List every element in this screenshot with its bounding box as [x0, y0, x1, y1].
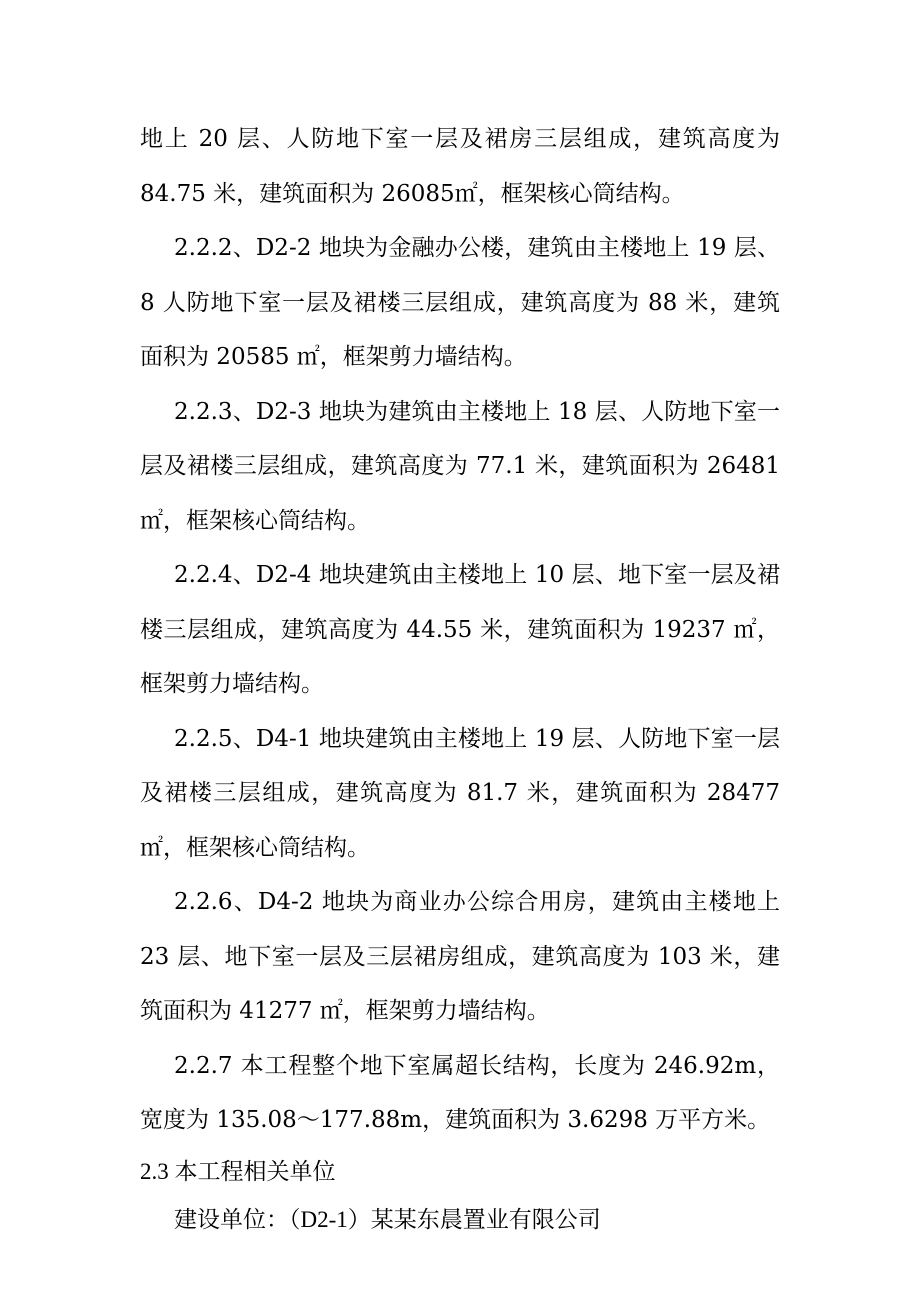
paragraph-2-2-6: 2.2.6、D4-2 地块为商业办公综合用房，建筑由主楼地上 23 层、地下室一层及三层裙房组成，建筑高度为 103 米，建筑面积为 41277 ㎡，框架剪力墙结构。 [140, 889, 780, 1024]
paragraph-2-2-4: 2.2.4、D2-4 地块建筑由主楼地上 10 层、地下室一层及裙楼三层组成，建筑高度为 44.55 米，建筑面积为 19237 ㎡，框架剪力墙结构。 [140, 562, 780, 697]
section-heading: 2.3 本工程相关单位 [140, 1158, 336, 1184]
paragraph-2-2-7: 2.2.7 本工程整个地下室属超长结构，长度为 246.92m，宽度为 135.08～177.88m，建筑面积为 3.6298 万平方米。 [140, 1052, 780, 1133]
construction-unit-line: 建设单位：（D2-1）某某东晨置业有限公司 [174, 1206, 601, 1232]
paragraph-2-2-2: 2.2.2、D2-2 地块为金融办公楼，建筑由主楼地上 19 层、8 人防地下室一层及裙楼三层组成，建筑高度为 88 米，建筑面积为 20585 ㎡，框架剪力墙结构。 [140, 235, 780, 370]
paragraph-2-2-3: 2.2.3、D2-3 地块为建筑由主楼地上 18 层、人防地下室一层及裙楼三层组成，建筑高度为 77.1 米，建筑面积为 26481 ㎡，框架核心筒结构。 [140, 398, 780, 534]
paragraph-2-2-5: 2.2.5、D4-1 地块建筑由主楼地上 19 层、人防地下室一层及裙楼三层组成，建筑高度为 81.7 米，建筑面积为 28477 ㎡，框架核心筒结构。 [140, 725, 780, 861]
document-page [140, 112, 780, 1244]
paragraph-continuation: 地上 20 层、人防地下室一层及裙房三层组成，建筑高度为 84.75 米，建筑面积为 26085㎡，框架核心筒结构。 [140, 126, 780, 207]
